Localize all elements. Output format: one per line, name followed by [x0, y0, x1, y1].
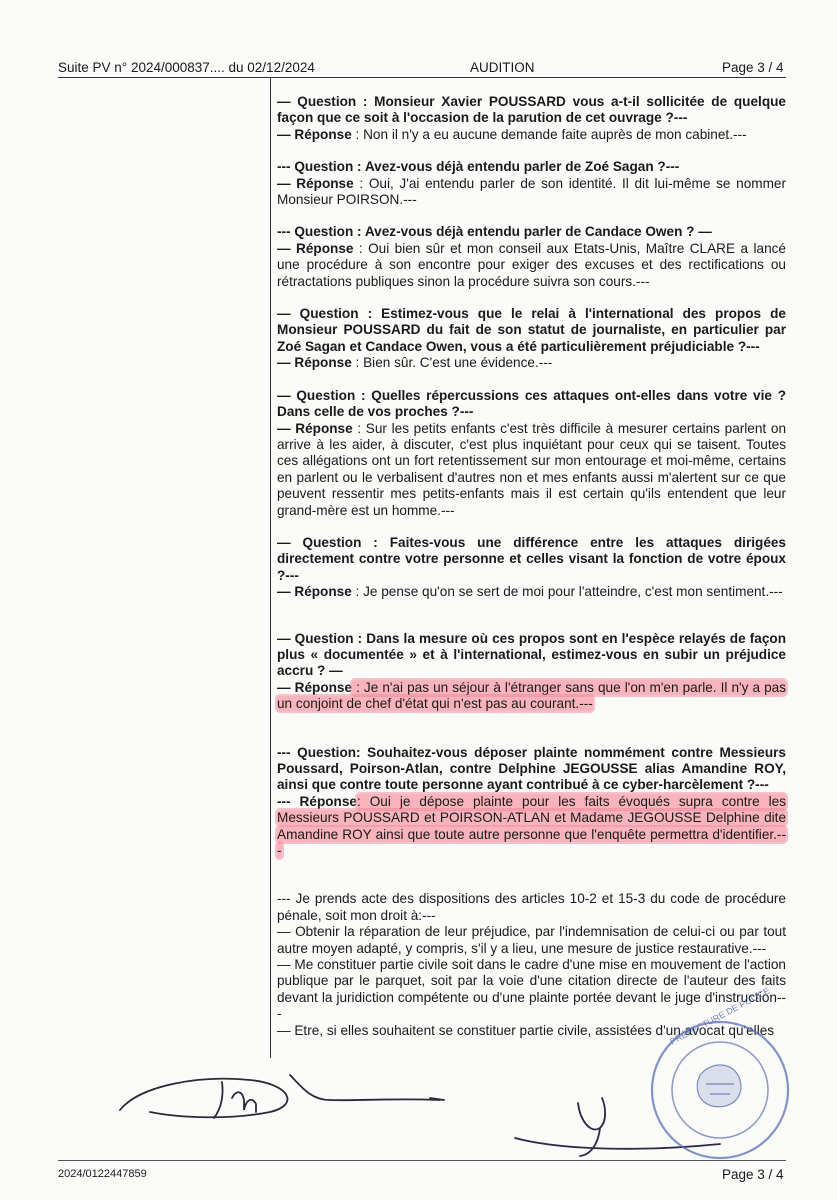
question: --- Question: Souhaitez-vous déposer plainte nommément contre Messieurs Poussard, Poirson-Atlan, contre Delphine JEGOUSSE alias Amandine ROY, ainsi que contre toute personne ayant contribué à ce cyber-harcèlement ?--- — [277, 744, 786, 793]
answer-label: — Réponse — [277, 240, 354, 256]
question: — Question : Estimez-vous que le relai à l'international des propos de Monsieur POUSSARD du fait de son statut de journaliste, en particulier par Zoé Sagan et Candace Owen, vous a été particulièrement préjudiciable ?--- — [277, 306, 786, 354]
answer-text: : Oui bien sûr et mon conseil aux Etats-Unis, Maître CLARE a lancé une procédure à son encontre pour exiger des excuses et des rectifications ou rétractations publiques sinon la procédure suivra son cours.--- — [277, 240, 786, 289]
question: --- Question : Avez-vous déjà entendu parler de Zoé Sagan ?--- — [277, 159, 680, 175]
highlighted-answer: : Je n'ai pas un séjour à l'étranger sans que l'on m'en parle. Il n'y a pas un conjoint de chef d'état qui n'est pas au courant.--- — [277, 679, 786, 712]
stamp-text: PRÉFECTURE DE POLICE — [668, 985, 772, 1047]
header-left: Suite PV n° 2024/000837.... du 02/12/2024 — [58, 60, 315, 75]
answer-label: — Réponse — [277, 126, 352, 142]
question: — Question : Dans la mesure où ces propos sont en l'espèce relayés de façon plus « documentée » et à l'international, estimez-vous en subir un préjudice accru ? — — [277, 630, 786, 679]
highlighted-answer: : Oui je dépose plainte pour les faits évoqués supra contre les Messieurs POUSSARD et POIRSON-ATLAN et Madame JEGOUSSE Delphine dite Amandine ROY ainsi que toute autre personne que l'enquête permettra d'identifier.--- — [277, 793, 786, 859]
header-right: Page 3 / 4 — [722, 60, 784, 75]
answer-text: : Oui, J'ai entendu parler de son identité. Il dit lui-même se nommer Monsieur POIRSON.--- — [277, 175, 786, 208]
question: — Question : Monsieur Xavier POUSSARD vous a-t-il sollicitée de quelque façon que ce soit à l'occasion de la parution de cet ouvrage ?--- — [277, 94, 786, 126]
answer-text: : Je pense qu'on se sert de moi pour l'atteindre, c'est mon sentiment.--- — [351, 584, 783, 600]
signature-left — [120, 1075, 444, 1118]
answer-label: — Réponse — [277, 584, 352, 600]
footer-rule — [58, 1160, 786, 1161]
rights-paragraph: — Me constituer partie civile soit dans le cadre d'une mise en mouvement de l'action publique par le parquet, soit par la voie d'une citation directe de l'auteur des faits devant la juridiction compétente ou d'une plainte portée devant le juge d'instruction--- — [277, 957, 786, 1022]
question: — Question : Quelles répercussions ces attaques ont-elles dans votre vie ? Dans celle de vos proches ?--- — [277, 387, 786, 420]
footer-id: 2024/0122447859 — [58, 1168, 147, 1180]
rights-paragraph: --- Je prends acte des dispositions des articles 10-2 et 15-3 du code de procédure pénale, soit mon droit à:--- — [277, 891, 786, 923]
answer-label: — Réponse — [277, 420, 353, 436]
answer-text: : Bien sûr. C'est une évidence.--- — [351, 355, 553, 371]
answer-label: — Réponse — [277, 355, 352, 371]
header-center: AUDITION — [470, 60, 535, 75]
police-stamp — [652, 986, 788, 1158]
footer-page: Page 3 / 4 — [722, 1167, 784, 1182]
question: — Question : Faites-vous une différence entre les attaques dirigées directement contre votre personne et celles visant la fonction de votre époux ?--- — [277, 534, 786, 583]
answer-text: : Sur les petits enfants c'est très difficile à mesurer certains parlent on arrive à les aider, à discuter, c'est plus inquiétant pour ceux qui se taisent. Toutes ces allégations ont un fort retentissement sur mon entourage et moi-même, certains en parlent ou le verbalisent d'autres non et mes enfants aussi m'alertent sur ce que peuvent ressentir mes petits-enfants mais il est certain qu'ils entendent que leur grand-mère est un homme.--- — [277, 420, 787, 518]
rights-paragraph: — Etre, si elles souhaitent se constituer partie civile, assistées d'un avocat qu'elles — [277, 1022, 775, 1038]
answer-label: --- Réponse — [277, 793, 357, 809]
answer-label: — Réponse — [277, 175, 354, 191]
answer-label: — Réponse — [277, 679, 353, 695]
rights-paragraph: — Obtenir la réparation de leur préjudice, par l'indemnisation de celui-ci ou par tout autre moyen adapté, y compris, s'il y a lieu, une mesure de justice restaurative.--- — [277, 924, 786, 956]
answer-text: : Non il n'y a eu aucune demande faite auprès de mon cabinet.--- — [351, 126, 747, 142]
question: --- Question : Avez-vous déjà entendu parler de Candace Owen ? — — [277, 224, 712, 240]
